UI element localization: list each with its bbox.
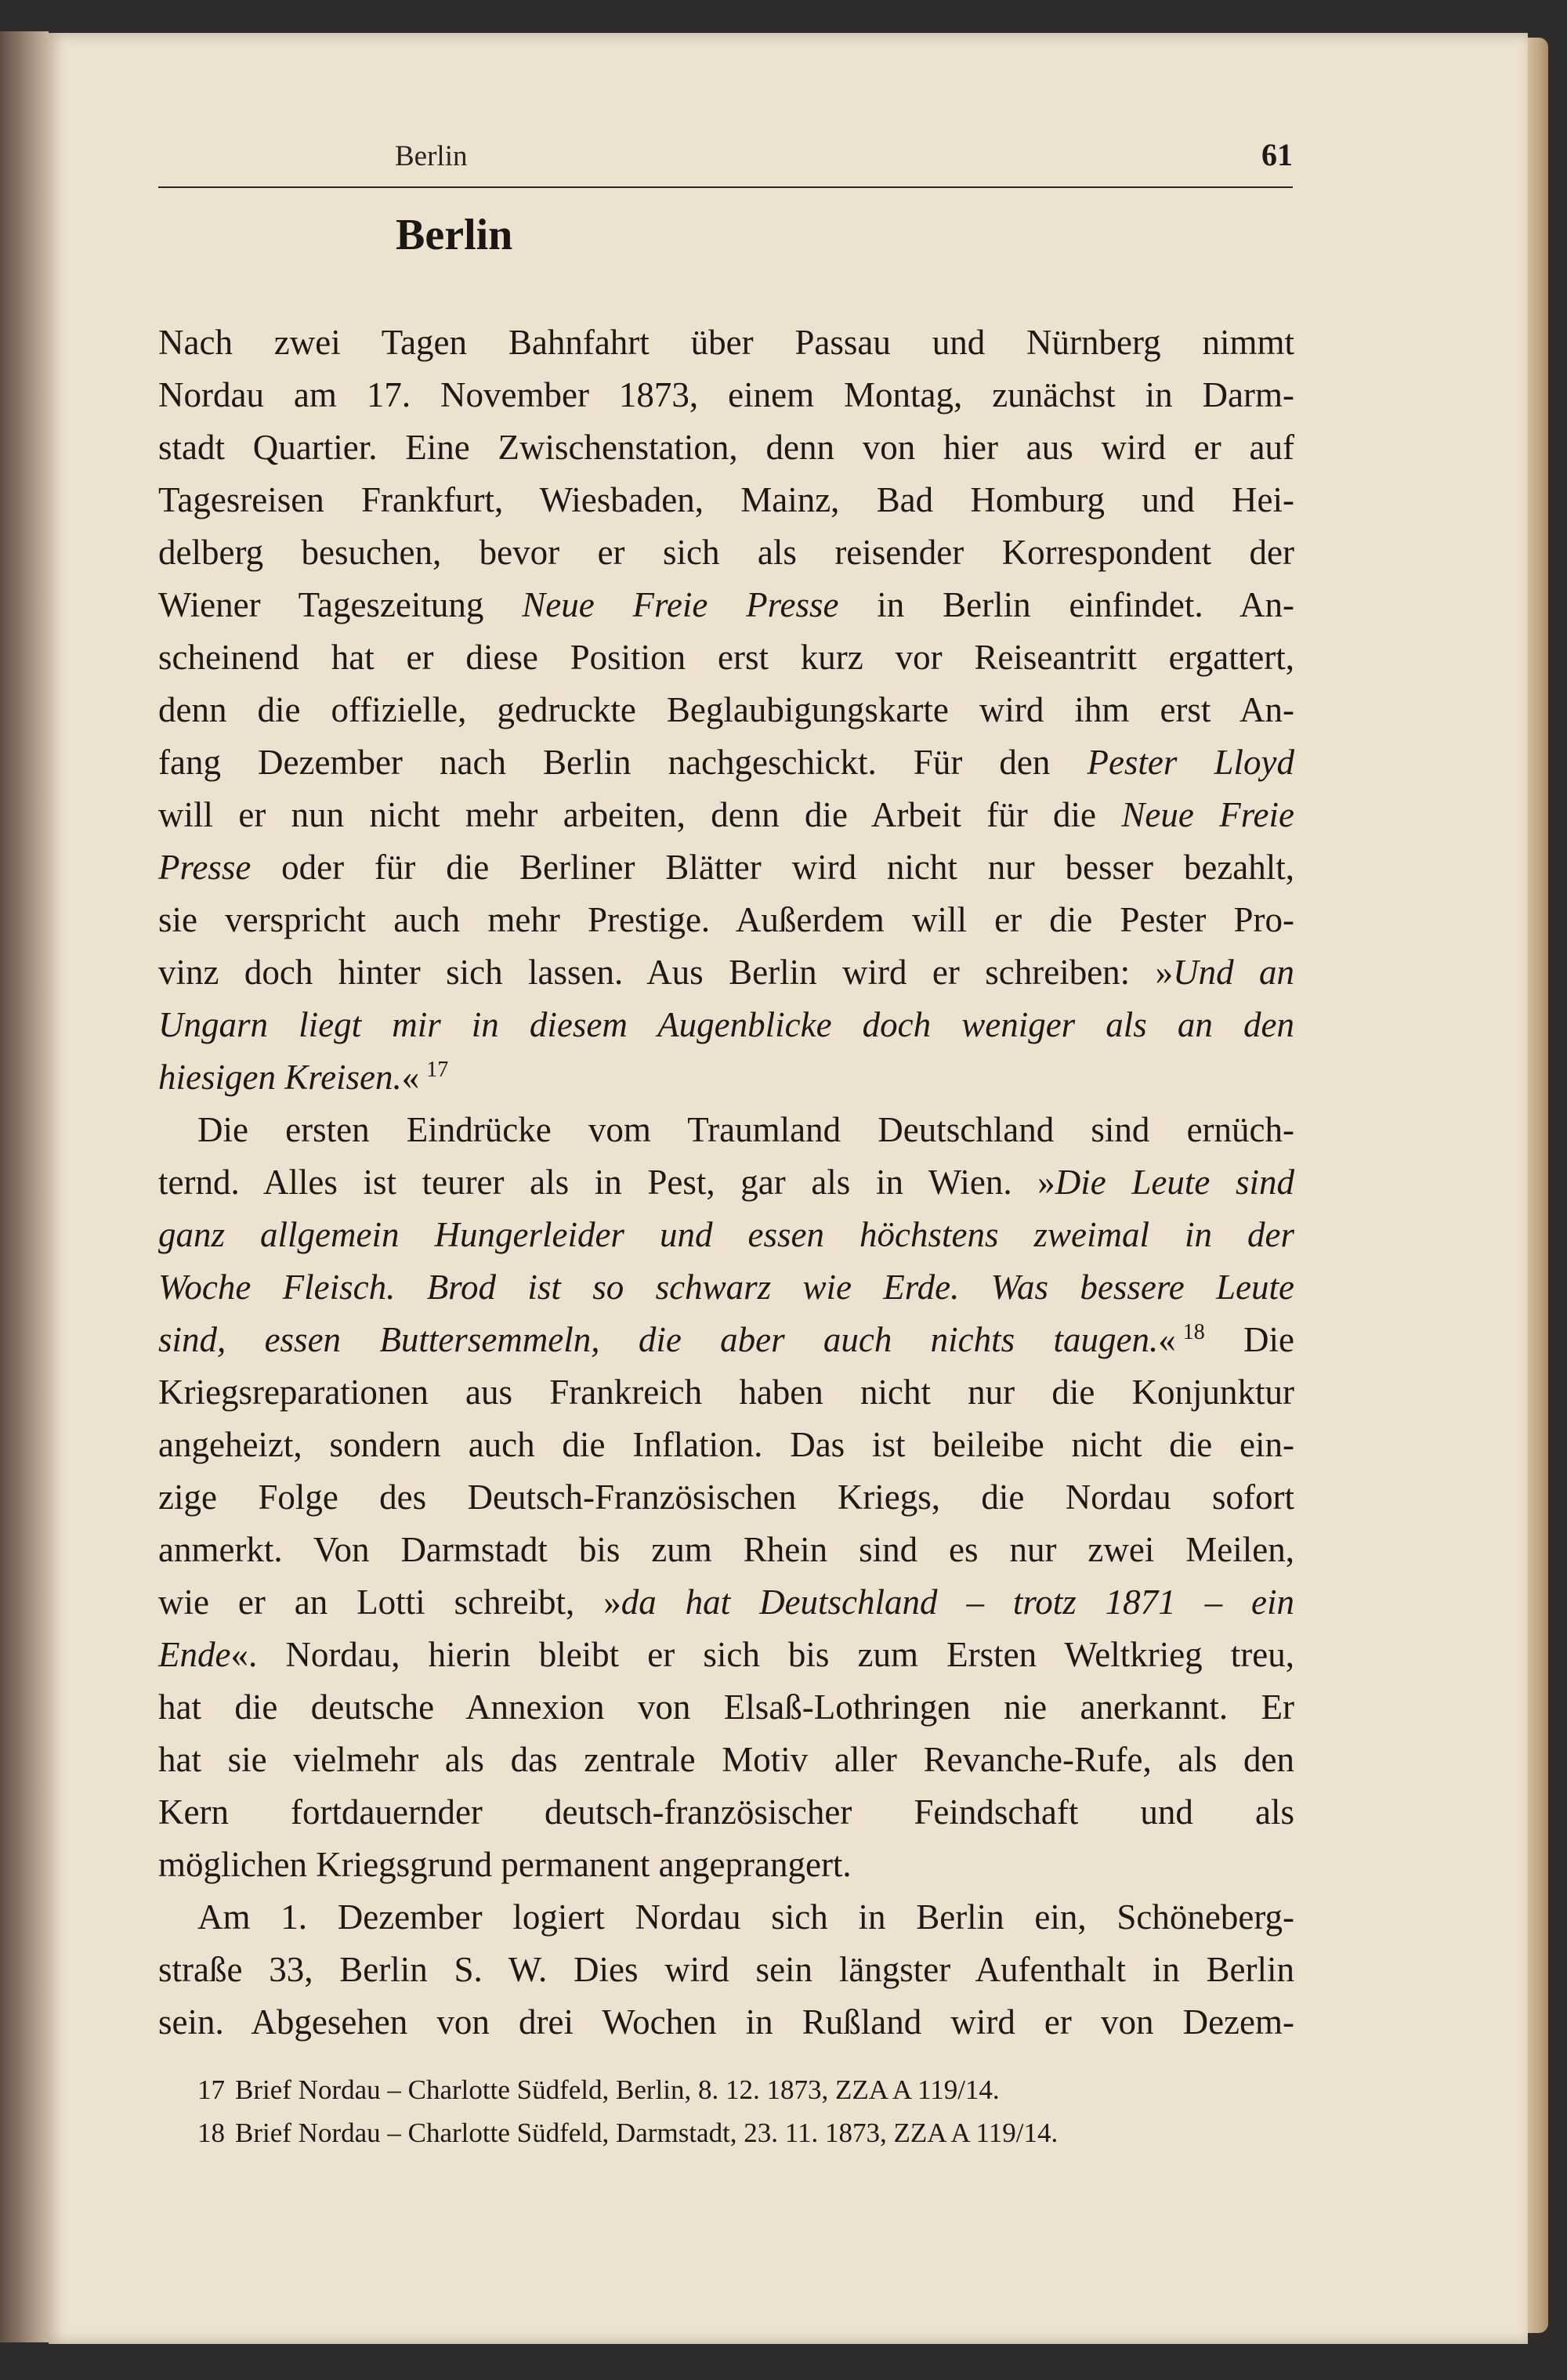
footnote-18 bbox=[197, 2111, 1294, 2154]
text-line: sein. Abgesehen von drei Wochen in Rußland wird er von Dezem- bbox=[158, 2002, 1294, 2042]
text-line: Kriegsreparationen aus Frankreich haben nicht nur die Konjunktur bbox=[158, 1373, 1294, 1412]
footnote-ref-17: 17 bbox=[426, 1058, 449, 1082]
text-line: hat die deutsche Annexion von Elsaß-Lothringen nie anerkannt. Er bbox=[158, 1687, 1294, 1727]
chapter-title: Berlin bbox=[396, 211, 513, 259]
footnote-ref-18: 18 bbox=[1182, 1320, 1205, 1344]
text-line: will er nun nicht mehr arbeiten, denn die Arbeit für die Neue Freie bbox=[158, 795, 1294, 834]
page-number: 61 bbox=[1261, 137, 1293, 172]
text-line: straße 33, Berlin S. W. Dies wird sein längster Aufenthalt in Berlin bbox=[158, 1950, 1294, 1989]
text-line: sind, essen Buttersemmeln, die aber auch nichts taugen.« $^{18}$ Die bbox=[158, 1320, 1294, 1359]
text-line: Wiener Tageszeitung Neue Freie Presse in Berlin einfindet. An- bbox=[158, 585, 1294, 624]
text-line: sie verspricht auch mehr Prestige. Außerdem will er die Pester Pro- bbox=[158, 900, 1294, 939]
text-line: Die ersten Eindrücke vom Traumland Deutschland sind ernüch- bbox=[197, 1110, 1294, 1149]
text-line: möglichen Kriegsgrund permanent angeprangert. bbox=[158, 1845, 852, 1884]
footnote-text: Brief Nordau – Charlotte Südfeld, Darmstadt, 23. 11. 1873, ZZA A 119/14. bbox=[235, 2118, 1059, 2148]
footnotes bbox=[197, 2068, 1294, 2154]
text-line: anmerkt. Von Darmstadt bis zum Rhein sind es nur zwei Meilen, bbox=[158, 1530, 1294, 1569]
text-line: Nach zwei Tagen Bahnfahrt über Passau und Nürnberg nimmt bbox=[158, 323, 1294, 362]
text-line: Ende«. Nordau, hierin bleibt er sich bis zum Ersten Weltkrieg treu, bbox=[158, 1635, 1294, 1674]
text-line: Am 1. Dezember logiert Nordau sich in Berlin ein, Schöneberg- bbox=[197, 1897, 1294, 1937]
text-line: Tagesreisen Frankfurt, Wiesbaden, Mainz, Bad Homburg und Hei- bbox=[158, 480, 1294, 519]
text-line: Woche Fleisch. Brod ist so schwarz wie Erde. Was bessere Leute bbox=[158, 1268, 1294, 1307]
text-line: scheinend hat er diese Position erst kurz vor Reiseantritt ergattert, bbox=[158, 638, 1294, 677]
text-line: Presse oder für die Berliner Blätter wird nicht nur besser bezahlt, bbox=[158, 848, 1294, 887]
footnote-number: 18 bbox=[197, 2118, 225, 2148]
body-text bbox=[158, 316, 1294, 2049]
text-line: hat sie vielmehr als das zentrale Motiv aller Revanche-Rufe, als den bbox=[158, 1740, 1294, 1779]
text-line: zige Folge des Deutsch-Französischen Kriegs, die Nordau sofort bbox=[158, 1478, 1294, 1517]
text-line: vinz doch hinter sich lassen. Aus Berlin wird er schreiben: »Und an bbox=[158, 953, 1295, 992]
text-line: hiesigen Kreisen.« $^{17}$ bbox=[158, 1058, 449, 1097]
text-line: ganz allgemein Hungerleider und essen höchstens zweimal in der bbox=[158, 1215, 1294, 1254]
text-line: wie er an Lotti schreibt, »da hat Deutschland – trotz 1871 – ein bbox=[158, 1582, 1294, 1622]
footnote-17 bbox=[197, 2068, 1294, 2111]
text-line: Kern fortdauernder deutsch-französischer Feindschaft und als bbox=[158, 1792, 1294, 1832]
facing-page-edge bbox=[0, 31, 49, 2342]
text-line: ternd. Alles ist teurer als in Pest, gar als in Wien. »Die Leute sind bbox=[158, 1163, 1294, 1202]
text-line: Nordau am 17. November 1873, einem Montag, zunächst in Darm- bbox=[158, 375, 1294, 414]
running-head bbox=[158, 132, 1293, 188]
footnote-text: Brief Nordau – Charlotte Südfeld, Berlin, 8. 12. 1873, ZZA A 119/14. bbox=[235, 2074, 1000, 2105]
running-head-title: Berlin bbox=[395, 140, 468, 172]
text-line: Ungarn liegt mir in diesem Augenblicke doch weniger als an den bbox=[158, 1005, 1294, 1044]
text-line: denn die offizielle, gedruckte Beglaubigungskarte wird ihm erst An- bbox=[158, 690, 1294, 729]
text-line: fang Dezember nach Berlin nachgeschickt. Für den Pester Lloyd bbox=[158, 743, 1294, 782]
footnote-number: 17 bbox=[197, 2074, 225, 2105]
text-line: stadt Quartier. Eine Zwischenstation, denn von hier aus wird er auf bbox=[158, 428, 1294, 467]
text-line: angeheizt, sondern auch die Inflation. Das ist beileibe nicht die ein- bbox=[158, 1425, 1294, 1464]
text-line: delberg besuchen, bevor er sich als reisender Korrespondent der bbox=[158, 533, 1294, 572]
